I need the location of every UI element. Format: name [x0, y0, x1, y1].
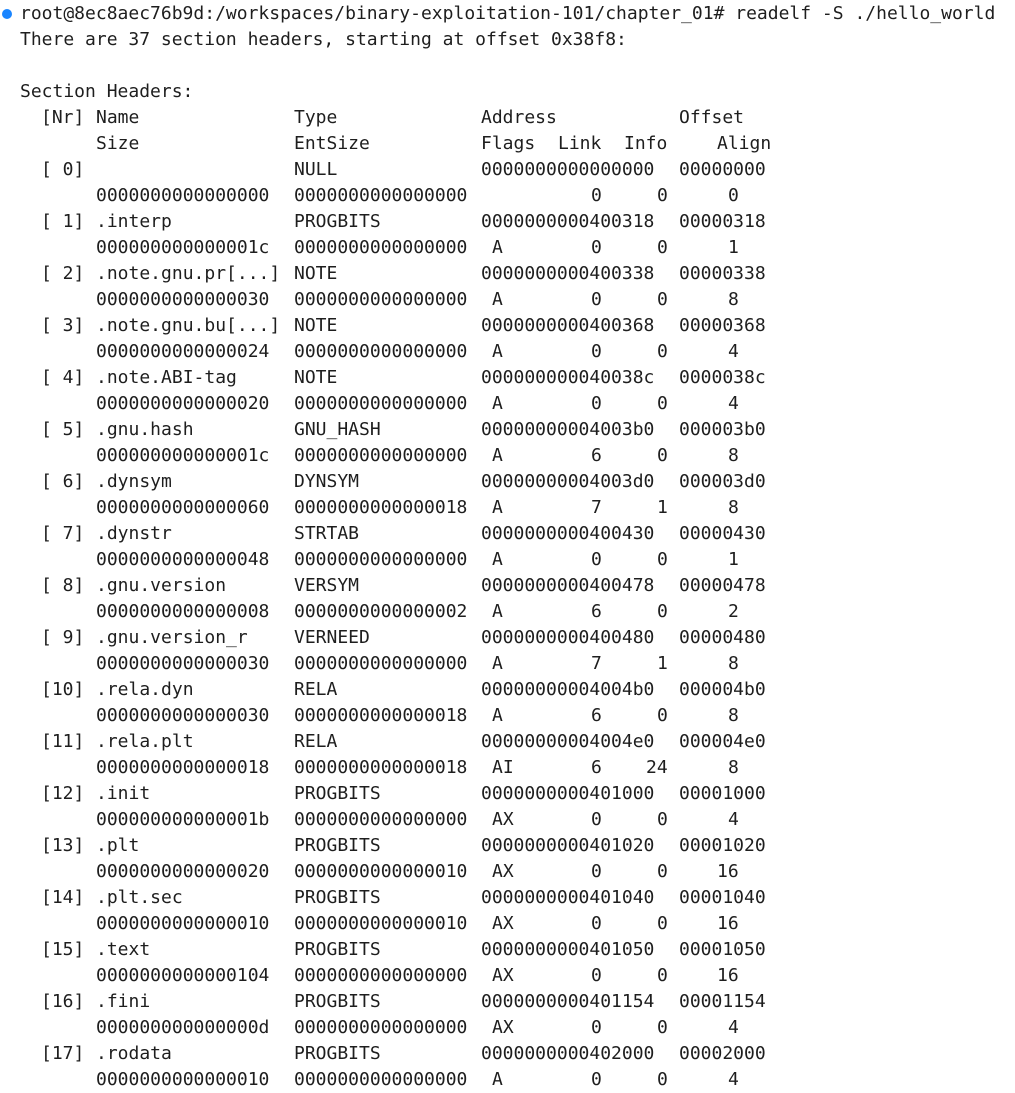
section-type: RELA: [294, 679, 338, 700]
section-nr: [14]: [41, 887, 85, 908]
section-flags: A: [492, 549, 503, 570]
section-align: 8: [728, 757, 739, 778]
section-size: 000000000000001b: [96, 809, 270, 830]
section-flags: A: [492, 705, 503, 726]
section-entsize: 0000000000000010: [294, 861, 468, 882]
section-entsize: 0000000000000000: [294, 393, 468, 414]
section-align: 8: [728, 289, 739, 310]
section-name: .note.gnu.pr[...]: [96, 263, 281, 284]
section-nr: [ 1]: [41, 211, 85, 232]
section-offset: 00000430: [679, 523, 766, 544]
section-type: PROGBITS: [294, 939, 381, 960]
section-flags: A: [492, 497, 503, 518]
section-align: 1: [728, 237, 739, 258]
section-name: .dynsym: [96, 471, 172, 492]
section-flags: AI: [492, 757, 514, 778]
section-link: 0: [591, 965, 602, 986]
section-entsize: 0000000000000000: [294, 237, 468, 258]
section-entsize: 0000000000000000: [294, 445, 468, 466]
section-address: 00000000004004e0: [481, 731, 655, 752]
section-nr: [11]: [41, 731, 85, 752]
section-link: 0: [591, 341, 602, 362]
section-size: 0000000000000060: [96, 497, 270, 518]
header-link: Link: [558, 133, 602, 154]
section-flags: AX: [492, 809, 514, 830]
section-offset: 00002000: [679, 1043, 766, 1064]
section-address: 0000000000000000: [481, 159, 655, 180]
section-address: 00000000004003b0: [481, 419, 655, 440]
section-size: 000000000000001c: [96, 237, 270, 258]
header-info: Info: [624, 133, 668, 154]
section-headers-title: Section Headers:: [20, 81, 194, 102]
section-address: 0000000000401020: [481, 835, 655, 856]
section-type: NOTE: [294, 315, 338, 336]
section-type: NOTE: [294, 367, 338, 388]
section-nr: [16]: [41, 991, 85, 1012]
section-address: 0000000000401154: [481, 991, 655, 1012]
section-address: 0000000000401040: [481, 887, 655, 908]
section-type: VERNEED: [294, 627, 370, 648]
section-name: .plt: [96, 835, 140, 856]
section-info: 0: [657, 289, 668, 310]
section-entsize: 0000000000000000: [294, 653, 468, 674]
header-flags: Flags: [481, 133, 536, 154]
section-type: STRTAB: [294, 523, 360, 544]
section-size: 0000000000000030: [96, 653, 270, 674]
section-flags: A: [492, 341, 503, 362]
section-size: 0000000000000010: [96, 913, 270, 934]
header-align: Align: [717, 133, 772, 154]
section-offset: 00000338: [679, 263, 766, 284]
section-align: 1: [728, 549, 739, 570]
section-link: 0: [591, 289, 602, 310]
section-info: 0: [657, 1069, 668, 1090]
section-type: PROGBITS: [294, 887, 381, 908]
section-entsize: 0000000000000000: [294, 185, 468, 206]
section-nr: [ 2]: [41, 263, 85, 284]
section-name: .note.ABI-tag: [96, 367, 237, 388]
section-address: 000000000040038c: [481, 367, 655, 388]
section-nr: [ 4]: [41, 367, 85, 388]
section-address: 00000000004004b0: [481, 679, 655, 700]
section-name: .gnu.version: [96, 575, 227, 596]
section-info: 0: [657, 393, 668, 414]
section-entsize: 0000000000000000: [294, 965, 468, 986]
section-info: 0: [657, 549, 668, 570]
section-name: .plt.sec: [96, 887, 183, 908]
section-size: 0000000000000030: [96, 705, 270, 726]
section-nr: [15]: [41, 939, 85, 960]
section-flags: AX: [492, 861, 514, 882]
section-name: .interp: [96, 211, 172, 232]
section-nr: [13]: [41, 835, 85, 856]
section-address: 0000000000400338: [481, 263, 655, 284]
header-size: Size: [96, 133, 140, 154]
section-info: 0: [657, 965, 668, 986]
summary-line: There are 37 section headers, starting at offset 0x38f8:: [20, 29, 627, 50]
section-link: 7: [591, 497, 602, 518]
section-align: 16: [717, 861, 739, 882]
section-align: 4: [728, 1069, 739, 1090]
section-type: DYNSYM: [294, 471, 360, 492]
section-flags: A: [492, 653, 503, 674]
section-link: 0: [591, 809, 602, 830]
section-flags: A: [492, 601, 503, 622]
section-align: 16: [717, 913, 739, 934]
section-size: 0000000000000030: [96, 289, 270, 310]
section-nr: [ 3]: [41, 315, 85, 336]
section-name: .text: [96, 939, 151, 960]
section-nr: [ 5]: [41, 419, 85, 440]
section-flags: A: [492, 1069, 503, 1090]
section-align: 8: [728, 445, 739, 466]
section-type: NULL: [294, 159, 338, 180]
section-offset: 00001020: [679, 835, 766, 856]
section-size: 0000000000000020: [96, 861, 270, 882]
section-flags: A: [492, 289, 503, 310]
section-offset: 00000480: [679, 627, 766, 648]
section-link: 0: [591, 549, 602, 570]
section-type: PROGBITS: [294, 835, 381, 856]
section-align: 4: [728, 393, 739, 414]
section-name: .rodata: [96, 1043, 172, 1064]
command-status-dot-icon: [2, 9, 12, 19]
section-offset: 0000038c: [679, 367, 766, 388]
section-type: NOTE: [294, 263, 338, 284]
section-link: 6: [591, 601, 602, 622]
header-nr: [Nr]: [41, 107, 85, 128]
section-info: 0: [657, 341, 668, 362]
section-address: 0000000000400430: [481, 523, 655, 544]
section-info: 1: [657, 497, 668, 518]
section-flags: A: [492, 393, 503, 414]
command-line: root@8ec8aec76b9d:/workspaces/binary-exploitation-101/chapter_01# readelf -S ./hello_world: [20, 3, 996, 24]
section-nr: [ 9]: [41, 627, 85, 648]
section-address: 0000000000402000: [481, 1043, 655, 1064]
section-align: 0: [728, 185, 739, 206]
section-entsize: 0000000000000000: [294, 1069, 468, 1090]
section-link: 0: [591, 393, 602, 414]
section-type: GNU_HASH: [294, 419, 381, 440]
section-entsize: 0000000000000018: [294, 497, 468, 518]
header-type: Type: [294, 107, 338, 128]
section-info: 0: [657, 913, 668, 934]
section-size: 0000000000000010: [96, 1069, 270, 1090]
section-info: 0: [657, 445, 668, 466]
section-address: 00000000004003d0: [481, 471, 655, 492]
section-offset: 00001000: [679, 783, 766, 804]
header-address: Address: [481, 107, 557, 128]
section-offset: 000003d0: [679, 471, 766, 492]
section-size: 0000000000000008: [96, 601, 270, 622]
section-size: 0000000000000020: [96, 393, 270, 414]
section-align: 4: [728, 809, 739, 830]
section-entsize: 0000000000000018: [294, 757, 468, 778]
section-link: 6: [591, 757, 602, 778]
section-name: .rela.plt: [96, 731, 194, 752]
section-offset: 00000478: [679, 575, 766, 596]
section-address: 0000000000400478: [481, 575, 655, 596]
section-info: 0: [657, 237, 668, 258]
section-name: .gnu.version_r: [96, 627, 248, 648]
section-flags: A: [492, 237, 503, 258]
section-size: 000000000000001c: [96, 445, 270, 466]
section-entsize: 0000000000000010: [294, 913, 468, 934]
section-align: 16: [717, 965, 739, 986]
table-header-row-2: [20, 131, 772, 157]
section-link: 0: [591, 913, 602, 934]
section-name: .dynstr: [96, 523, 172, 544]
section-address: 0000000000400318: [481, 211, 655, 232]
section-link: 0: [591, 237, 602, 258]
section-link: 6: [591, 705, 602, 726]
section-offset: 00001154: [679, 991, 766, 1012]
section-address: 0000000000400480: [481, 627, 655, 648]
section-align: 4: [728, 1017, 739, 1038]
section-entsize: 0000000000000000: [294, 289, 468, 310]
section-info: 0: [657, 185, 668, 206]
section-info: 0: [657, 861, 668, 882]
section-offset: 000003b0: [679, 419, 766, 440]
section-nr: [10]: [41, 679, 85, 700]
section-type: PROGBITS: [294, 991, 381, 1012]
section-align: 8: [728, 653, 739, 674]
section-type: PROGBITS: [294, 211, 381, 232]
section-info: 0: [657, 1017, 668, 1038]
section-flags: AX: [492, 1017, 514, 1038]
section-name: .note.gnu.bu[...]: [96, 315, 281, 336]
section-info: 24: [646, 757, 668, 778]
header-entsize: EntSize: [294, 133, 370, 154]
section-link: 0: [591, 1017, 602, 1038]
section-offset: 00001040: [679, 887, 766, 908]
section-name: .init: [96, 783, 151, 804]
section-type: PROGBITS: [294, 1043, 381, 1064]
section-link: 0: [591, 1069, 602, 1090]
section-size: 000000000000000d: [96, 1017, 270, 1038]
header-name: Name: [96, 107, 140, 128]
section-entsize: 0000000000000000: [294, 549, 468, 570]
section-info: 1: [657, 653, 668, 674]
section-nr: [12]: [41, 783, 85, 804]
section-entsize: 0000000000000000: [294, 1017, 468, 1038]
table-header-row-1: [20, 105, 745, 131]
section-link: 0: [591, 861, 602, 882]
section-offset: 000004b0: [679, 679, 766, 700]
section-address: 0000000000400368: [481, 315, 655, 336]
section-link: 0: [591, 185, 602, 206]
section-link: 7: [591, 653, 602, 674]
section-address: 0000000000401000: [481, 783, 655, 804]
section-name: .fini: [96, 991, 151, 1012]
section-offset: 00001050: [679, 939, 766, 960]
section-align: 8: [728, 497, 739, 518]
section-size: 0000000000000024: [96, 341, 270, 362]
section-type: PROGBITS: [294, 783, 381, 804]
section-name: .gnu.hash: [96, 419, 194, 440]
section-entsize: 0000000000000002: [294, 601, 468, 622]
section-address: 0000000000401050: [481, 939, 655, 960]
section-nr: [ 7]: [41, 523, 85, 544]
section-size: 0000000000000018: [96, 757, 270, 778]
section-size: 0000000000000048: [96, 549, 270, 570]
section-offset: 00000318: [679, 211, 766, 232]
section-info: 0: [657, 809, 668, 830]
section-align: 4: [728, 341, 739, 362]
section-entsize: 0000000000000018: [294, 705, 468, 726]
section-offset: 000004e0: [679, 731, 766, 752]
section-info: 0: [657, 705, 668, 726]
section-align: 8: [728, 705, 739, 726]
section-info: 0: [657, 601, 668, 622]
section-type: VERSYM: [294, 575, 360, 596]
section-nr: [17]: [41, 1043, 85, 1064]
section-size: 0000000000000000: [96, 185, 270, 206]
section-offset: 00000000: [679, 159, 766, 180]
section-flags: AX: [492, 913, 514, 934]
section-offset: 00000368: [679, 315, 766, 336]
section-link: 6: [591, 445, 602, 466]
section-size: 0000000000000104: [96, 965, 270, 986]
section-name: .rela.dyn: [96, 679, 194, 700]
header-offset: Offset: [679, 107, 745, 128]
section-flags: AX: [492, 965, 514, 986]
section-entsize: 0000000000000000: [294, 809, 468, 830]
section-nr: [ 0]: [41, 159, 85, 180]
section-nr: [ 6]: [41, 471, 85, 492]
section-type: RELA: [294, 731, 338, 752]
section-flags: A: [492, 445, 503, 466]
section-nr: [ 8]: [41, 575, 85, 596]
section-align: 2: [728, 601, 739, 622]
section-entsize: 0000000000000000: [294, 341, 468, 362]
